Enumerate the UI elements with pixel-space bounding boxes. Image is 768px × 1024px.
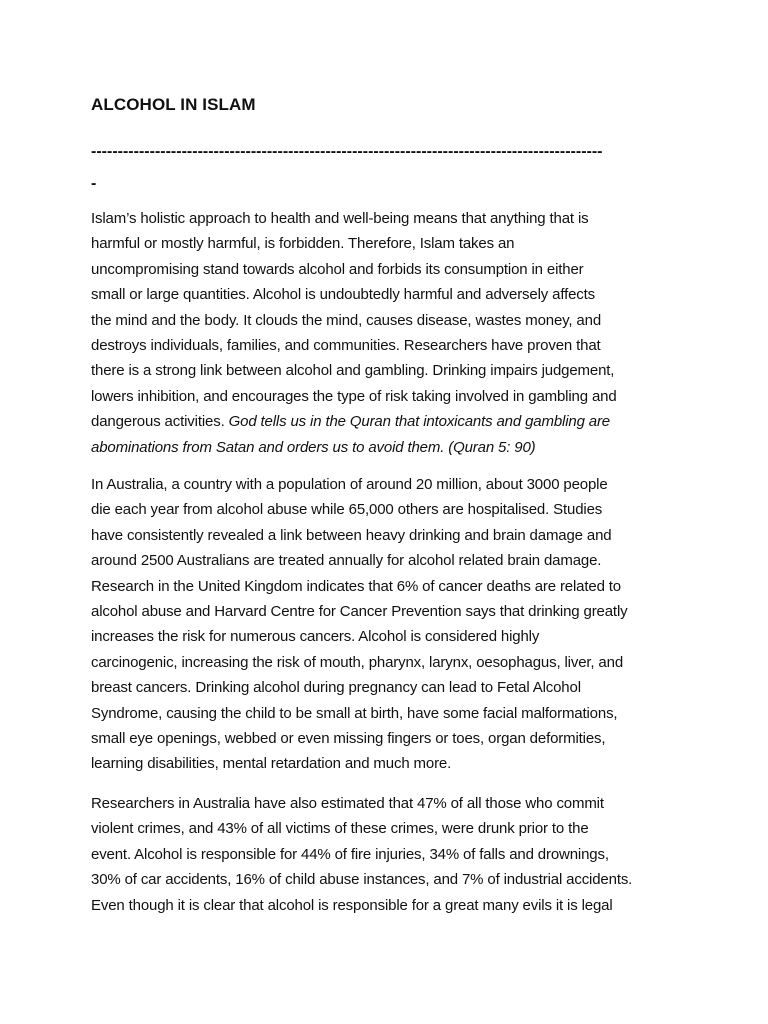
text-line: uncompromising stand towards alcohol and forbids its consumption in either — [91, 260, 584, 278]
text-line: alcohol abuse and Harvard Centre for Cancer Prevention says that drinking greatly — [91, 603, 628, 621]
text-line: 30% of car accidents, 16% of child abuse instances, and 7% of industrial accidents. — [91, 871, 633, 889]
text-line: harmful or mostly harmful, is forbidden. Therefore, Islam takes an — [91, 235, 515, 253]
paragraph-australia-statistics — [91, 472, 681, 777]
quran-quote: God tells us in the Quran that intoxicants and gambling are — [228, 413, 611, 431]
text-line: Researchers in Australia have also estimated that 47% of all those who commit — [91, 795, 604, 812]
text-line: lowers inhibition, and encourages the type of risk taking involved in gambling and — [91, 387, 617, 405]
quran-quote-citation: abominations from Satan and orders us to avoid them. (Quran 5: 90) — [91, 438, 536, 456]
document-title: ALCOHOL IN ISLAM — [91, 95, 256, 114]
separator-line: ------------------------------------------------------------------------------------------------ — [91, 143, 603, 160]
text-line: around 2500 Australians are treated annually for alcohol related brain damage. — [91, 552, 602, 570]
text-line: increases the risk for numerous cancers. Alcohol is considered highly — [91, 628, 540, 646]
text-line: violent crimes, and 43% of all victims of these crimes, were drunk prior to the — [91, 820, 589, 838]
text-line: carcinogenic, increasing the risk of mouth, pharynx, larynx, oesophagus, liver, and — [91, 653, 624, 671]
text-line: learning disabilities, mental retardation and much more. — [91, 755, 452, 773]
text-line — [91, 409, 681, 434]
text-line: Even though it is clear that alcohol is responsible for a great many evils it is legal — [91, 896, 613, 914]
text-line: event. Alcohol is responsible for 44% of fire injuries, 34% of falls and drownings, — [91, 845, 609, 863]
text-line: Islam’s holistic approach to health and well-being means that anything that is — [91, 210, 589, 227]
text-line: In Australia, a country with a population of around 20 million, about 3000 people — [91, 476, 608, 493]
paragraph-crime-statistics — [91, 791, 681, 918]
text-line: destroys individuals, families, and communities. Researchers have proven that — [91, 337, 601, 355]
text-line: have consistently revealed a link between heavy drinking and brain damage and — [91, 526, 612, 544]
text-line: Syndrome, causing the child to be small at birth, have some facial malformations, — [91, 704, 618, 722]
text-line: die each year from alcohol abuse while 65,000 others are hospitalised. Studies — [91, 501, 603, 519]
separator-tail: - — [91, 175, 97, 192]
text-line: Research in the United Kingdom indicates that 6% of cancer deaths are related to — [91, 577, 621, 595]
text-line: small eye openings, webbed or even missing fingers or toes, organ deformities, — [91, 730, 606, 748]
text-line: there is a strong link between alcohol and gambling. Drinking impairs judgement, — [91, 362, 615, 380]
text-line: small or large quantities. Alcohol is undoubtedly harmful and adversely affects — [91, 286, 595, 304]
text-line: the mind and the body. It clouds the mind, causes disease, wastes money, and — [91, 311, 602, 329]
text-segment: dangerous activities. — [91, 413, 229, 431]
dashed-separator — [91, 136, 675, 200]
text-line: breast cancers. Drinking alcohol during pregnancy can lead to Fetal Alcohol — [91, 679, 581, 697]
paragraph-islam-approach — [91, 206, 681, 460]
